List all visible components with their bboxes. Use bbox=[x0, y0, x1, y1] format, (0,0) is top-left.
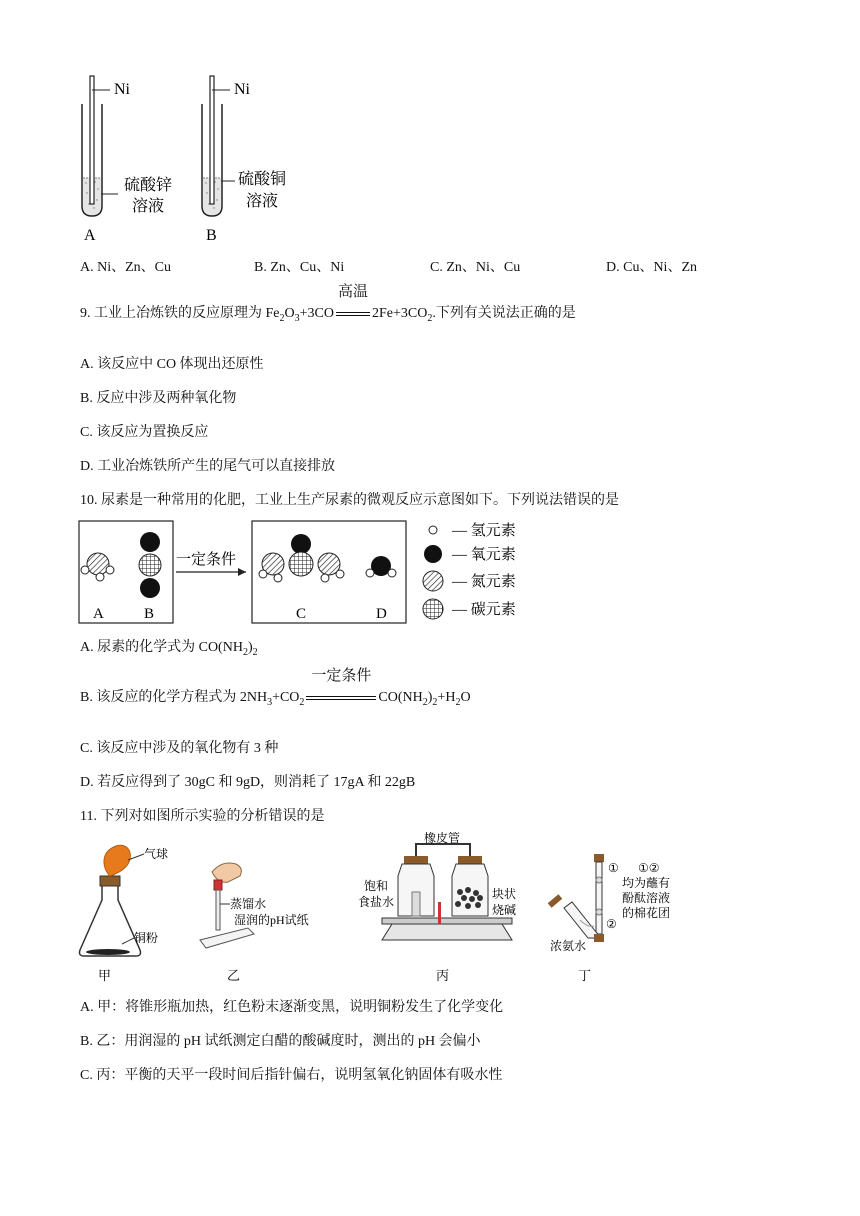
q8-figure bbox=[70, 66, 310, 246]
q10-stem: 10. 尿素是一种常用的化肥，工业上生产尿素的微观反应示意图如下。下列说法错误的是 bbox=[80, 493, 619, 508]
yi-label: 乙 bbox=[227, 968, 241, 983]
q10-option-b[interactable]: B. 该反应的化学方程式为 $2NH_3+CO_2$ 一定条件 $CO(NH_2)_2+H_2O$ bbox=[80, 668, 471, 708]
ding-n2: ② bbox=[606, 917, 617, 931]
molecule-b bbox=[139, 532, 161, 598]
vtube-ding bbox=[548, 854, 604, 942]
tube-b-label: B bbox=[206, 227, 217, 244]
label-a: A bbox=[93, 606, 104, 622]
legend bbox=[423, 522, 516, 619]
q10-option-d[interactable]: D. 若反应得到了 30gC 和 9gD，则消耗了 17gA 和 22gB bbox=[80, 775, 416, 790]
test-tube-b bbox=[202, 76, 235, 216]
ni-label-a: Ni bbox=[114, 81, 130, 98]
arrow-condition: 一定条件 bbox=[176, 552, 237, 568]
jia-balloon-label: 气球 bbox=[144, 847, 169, 861]
tube-a-label: A bbox=[84, 227, 96, 244]
bing-label: 丙 bbox=[436, 968, 450, 983]
q8-option-d[interactable]: D. Cu、Ni、Zn bbox=[606, 260, 697, 275]
ding-note-2: 酚酞溶液 bbox=[622, 891, 671, 905]
bing-right-2: 烧碱 bbox=[492, 903, 517, 917]
molecule-c bbox=[259, 534, 344, 582]
ding-note-1: 均为蘸有 bbox=[622, 876, 671, 890]
q10-option-c[interactable]: C. 该反应中涉及的氧化物有 3 种 bbox=[80, 741, 279, 756]
svg-text:— 氢元素: — 氢元素 bbox=[452, 523, 516, 539]
svg-text:— 碳元素: — 碳元素 bbox=[452, 602, 516, 618]
yi-paper-label: 湿润的pH试纸 bbox=[234, 913, 309, 927]
svg-text:— 氮元素: — 氮元素 bbox=[452, 574, 516, 590]
molecule-a bbox=[81, 553, 114, 581]
q9-condition: 高温 bbox=[337, 284, 368, 300]
tube-a-solution-1: 硫酸锌 bbox=[124, 177, 173, 194]
test-tube-a bbox=[82, 76, 118, 216]
label-d: D bbox=[376, 606, 387, 622]
q9-option-d[interactable]: D. 工业冶炼铁所产生的尾气可以直接排放 bbox=[80, 459, 336, 474]
q9-option-a[interactable]: A. 该反应中 CO 体现出还原性 bbox=[80, 357, 264, 372]
ding-label: 丁 bbox=[578, 968, 592, 983]
q10-option-a[interactable]: A. 尿素的化学式为 $CO(NH_2)_2$ bbox=[80, 640, 258, 658]
q10-b-condition: 一定条件 bbox=[311, 668, 372, 684]
tube-a-solution-2: 溶液 bbox=[132, 198, 165, 215]
q11-figure bbox=[72, 832, 712, 988]
q10-figure bbox=[78, 520, 538, 624]
q8-option-a[interactable]: A. Ni、Zn、Cu bbox=[80, 260, 171, 275]
q11-stem: 11. 下列对如图所示实验的分析错误的是 bbox=[80, 809, 325, 824]
bing-right-1: 块状 bbox=[492, 887, 517, 901]
ding-ammonia-label: 浓氨水 bbox=[550, 939, 587, 953]
bing-left-1: 饱和 bbox=[364, 879, 389, 893]
bing-tube-label: 橡皮管 bbox=[424, 832, 461, 845]
molecule-d bbox=[366, 556, 396, 577]
q11-option-b[interactable]: B. 乙：用润湿的 pH 试纸测定白醋的酸碱度时，测出的 pH 会偏小 bbox=[80, 1034, 481, 1049]
jia-powder-label: 铜粉 bbox=[134, 931, 159, 945]
svg-text:— 氧元素: — 氧元素 bbox=[452, 547, 516, 563]
ding-note-3: 的棉花团 bbox=[622, 906, 671, 920]
q11-option-a[interactable]: A. 甲：将锥形瓶加热，红色粉末逐渐变黑，说明铜粉发生了化学变化 bbox=[80, 1000, 504, 1015]
ni-label-b: Ni bbox=[234, 81, 250, 98]
q11-option-c[interactable]: C. 丙：平衡的天平一段时间后指针偏右，说明氢氧化钠固体有吸水性 bbox=[80, 1068, 503, 1083]
tube-b-solution-2: 溶液 bbox=[246, 193, 279, 210]
q8-option-b[interactable]: B. Zn、Cu、Ni bbox=[254, 260, 345, 275]
ding-n12: ①② bbox=[638, 861, 660, 875]
ding-n1: ① bbox=[608, 861, 619, 875]
q9-option-c[interactable]: C. 该反应为置换反应 bbox=[80, 425, 209, 440]
q9-stem: 9. 工业上冶炼铁的反应原理为 $Fe_2O_3+3CO$ 高温 $2Fe+3CO_2$.下列有关说法正确的是 bbox=[80, 284, 576, 324]
yi-water-label: 蒸馏水 bbox=[230, 897, 267, 911]
label-b: B bbox=[144, 606, 155, 622]
label-c: C bbox=[296, 606, 307, 622]
bing-left-2: 食盐水 bbox=[358, 895, 395, 909]
q9-option-b[interactable]: B. 反应中涉及两种氧化物 bbox=[80, 391, 237, 406]
jia-label: 甲 bbox=[98, 968, 112, 983]
q8-option-c[interactable]: C. Zn、Ni、Cu bbox=[430, 260, 521, 275]
tube-b-solution-1: 硫酸铜 bbox=[238, 171, 287, 188]
